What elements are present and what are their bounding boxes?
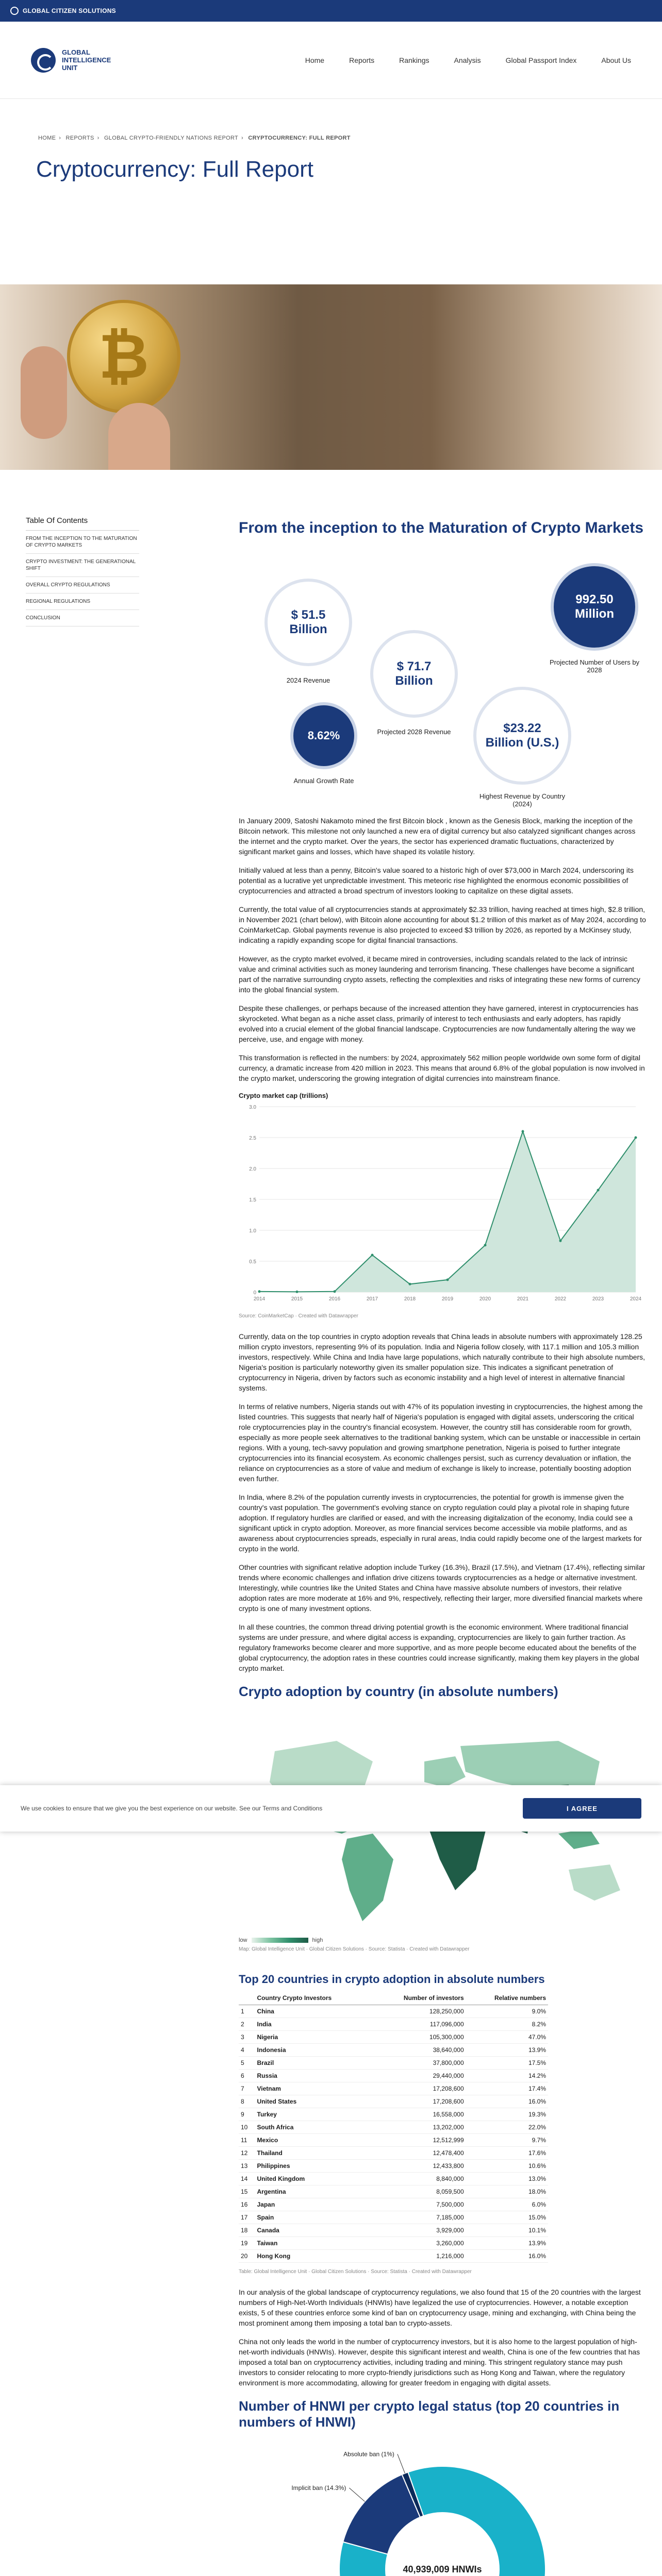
relative-cell: 17.6% [466,2147,548,2160]
country-cell: Canada [255,2224,371,2237]
y-tick-label: 3.0 [249,1105,256,1110]
paragraph: Other countries with significant relative adoption include Turkey (16.3%), Brazil (17.5%), and Vietnam (17.4%), reflecting similar trends where economic challenges and inflation drive citizens towards cryptocurrencies as a hedge or alternative investment. Interestingly, while countries like the United States and China have massive absolute numbers of investors, their relative adoption rates are more moderate at 16% and 9%, respectively, reflecting their larger, more diversified financial markets where crypto is one of many investment options. [239,1563,645,1613]
top-bar-brand[interactable]: GLOBAL CITIZEN SOLUTIONS [23,7,116,14]
data-point [334,1290,336,1293]
investors-cell: 17,208,600 [371,2082,466,2095]
area-series [259,1131,636,1292]
data-point [371,1254,374,1257]
rank-cell: 14 [239,2173,255,2185]
rank-cell: 5 [239,2057,255,2070]
relative-cell: 15.0% [466,2211,548,2224]
donut-title: Number of HNWI per crypto legal status (top 20 countries in numbers of HNWI) [239,2398,620,2430]
cookie-text: We use cookies to ensure that we give you the best experience on our website. See our Terms and Conditions [21,1805,323,1812]
market-cap-chart [239,1092,651,1319]
x-tick-label: 2020 [479,1296,491,1302]
rank-cell: 10 [239,2121,255,2134]
investors-cell: 3,929,000 [371,2224,466,2237]
y-tick-label: 2.0 [249,1166,256,1172]
y-tick-label: 0 [253,1290,256,1296]
investors-cell: 117,096,000 [371,2018,466,2031]
rank-cell: 4 [239,2044,255,2057]
stat-bubble [551,563,638,651]
rank-cell: 19 [239,2237,255,2250]
country-cell: Philippines [255,2160,371,2173]
country-cell: India [255,2018,371,2031]
site-header [0,22,662,99]
table-row [239,2147,548,2160]
nav-about-us[interactable]: About Us [601,56,631,64]
data-point [296,1291,299,1293]
country-cell: Thailand [255,2147,371,2160]
investors-cell: 38,640,000 [371,2044,466,2057]
relative-cell: 8.2% [466,2018,548,2031]
data-point [446,1279,449,1281]
main-nav [305,56,631,64]
investors-cell: 8,059,500 [371,2185,466,2198]
country-cell: Indonesia [255,2044,371,2057]
breadcrumb-reports[interactable]: REPORTS [65,135,94,141]
cookie-agree-button[interactable]: I AGREE [523,1798,641,1819]
paragraph: Despite these challenges, or perhaps because of the increased attention they have garnered, interest in cryptocurrencies has skyrocketed. What began as a niche asset class, primarily of interest to tech enthusiasts and early adopters, has rapidly evolved into a crucial element of the global financial landscape. Cryptocurrencies are now fundamentally altering the way we perceive, use, and engage with money. [239,1004,639,1043]
breadcrumb-current: CRYPTOCURRENCY: FULL REPORT [248,135,351,141]
data-point [522,1130,524,1133]
paragraph: In terms of relative numbers, Nigeria stands out with 47% of its population investing in cryptocurrencies, the highest among the listed countries. This suggests that nearly half of Nigeria's population is engaged with digital assets, underscoring the critical role cryptocurrencies play in the country's financial ecosystem. However, the country still has considerable room for growth, especially as more people seek alternatives to the traditional banking system, which can be unstable or inaccessible in certain regions. With a young, tech-savvy population and growing smartphone penetration, Nigeria is poised to further integrate cryptocurrencies into its financial ecosystem. As economic challenges persist, such as currency devaluation or inflation, the reliance on cryptocurrencies as a store of value and medium of exchange is likely to increase, potentially boosting adoption even further. [239,1402,643,1483]
logo-text: GLOBAL INTELLIGENCE UNIT [62,48,111,72]
paragraph: In India, where 8.2% of the population currently invests in cryptocurrencies, the potential for growth is immense given the country's vast population. The government's evolving stance on crypto regulation could play a pivotal role in shaping future adoption. If regulatory hurdles are clarified or eased, and with the increasing digitalization of the economy, India could see a significant uptick in crypto adoption. Moreover, as more financial services become accessible via mobile platforms, and as awareness about cryptocurrencies spreads, especially in rural areas, India could rapidly become one of the largest markets for crypto in the world. [239,1493,642,1553]
legend-high: high [312,1937,323,1943]
table-header-row [239,1991,548,2005]
country-cell: Turkey [255,2108,371,2121]
finger-image [108,403,170,470]
table-header: Relative numbers [466,1991,548,2005]
relative-cell: 16.0% [466,2095,548,2108]
data-point [597,1189,600,1192]
country-cell: China [255,2005,371,2018]
table-row [239,2224,548,2237]
data-point [409,1283,411,1285]
country-cell: Hong Kong [255,2250,371,2263]
investors-cell: 7,185,000 [371,2211,466,2224]
country-cell: United Kingdom [255,2173,371,2185]
country-cell: Argentina [255,2185,371,2198]
chart-title: Crypto market cap (trillions) [239,1092,328,1099]
hero-section [0,99,662,470]
investors-cell: 128,250,000 [371,2005,466,2018]
adoption-table [239,1991,548,2263]
paragraph: However, as the crypto market evolved, it became mired in controversies, including scandals related to the lack of intrinsic value and criminal activities such as money laundering and terrorism financing. These challenges have become a significant part of the narrative surrounding crypto assets, reflecting the complexities and risks of integrating these new forms of currency into the global financial system. [239,955,640,994]
y-tick-label: 2.5 [249,1136,256,1141]
breadcrumb-report[interactable]: GLOBAL CRYPTO-FRIENDLY NATIONS REPORT [104,135,239,141]
map-legend [239,1937,646,1943]
x-tick-label: 2016 [328,1296,341,1302]
legend-low: low [239,1937,247,1943]
relative-cell: 17.4% [466,2082,548,2095]
rank-cell: 9 [239,2108,255,2121]
stat-value: 992.50 Million [575,592,614,621]
table-row [239,2185,548,2198]
paragraph: In January 2009, Satoshi Nakamoto mined the first Bitcoin block , known as the Genesis Block, marking the inception of the Bitcoin network. This milestone not only launched a new era of digital currency but also catalyzed significant changes across the internet and the crypto market. Over the years, the sector has experienced dramatic fluctuations, characterized by significant market gains and losses, which have shaped its volatile history. [239,817,636,856]
rank-cell: 15 [239,2185,255,2198]
hand-image [21,346,67,439]
paragraph: Currently, data on the top countries in crypto adoption reveals that China leads in absolute numbers with approximately 128.25 million crypto investors, representing 9% of its population. India and Nigeria follow closely, with 117.1 million and 105.3 million investors, respectively. While China and India have large populations, which naturally contribute to their high absolute numbers, Nigeria's position is particularly noteworthy given its smaller population size. This indicates a significant penetration of cryptocurrency in Nigeria, driven by factors such as economic instability and a high level of interest in alternative financial systems. [239,1332,646,1392]
paragraph: Currently, the total value of all cryptocurrencies stands at approximately $2.33 trillion, having reached at times high, $2.8 trillion, in November 2021 (chart below), with Bitcoin alone accounting for about $1.2 trillion of this market as of May 2024, according to CoinMarketCap. Global payments revenue is also projected to exceed $3 trillion by 2026, as reported by a McKinsey study, indicating a rapidly expanding scope for digital financial transactions. [239,905,646,944]
paragraph: In our analysis of the global landscape of cryptocurrency regulations, we also found that 15 of the 20 countries with the largest numbers of High-Net-Worth Individuals (HNWIs) have legalized the use of cryptocurrencies. However, a notable exception exists, 5 of these countries enforce some kind of ban on cryptocurrency usage, mining and exchanging, with China being the most prominent among them imposing a total ban to crypto-assets. [239,2288,641,2327]
y-tick-label: 1.0 [249,1228,256,1234]
hero-image [0,284,662,470]
data-point [559,1240,562,1242]
table-row [239,2237,548,2250]
investors-cell: 1,216,000 [371,2250,466,2263]
nav-rankings[interactable]: Rankings [399,56,429,64]
stat-label: Highest Revenue by Country (2024) [479,792,566,808]
slice-label: Absolute ban (1%) [343,2450,394,2458]
rank-cell: 6 [239,2070,255,2082]
table-row [239,2250,548,2263]
table-row [239,2018,548,2031]
relative-cell: 13.9% [466,2044,548,2057]
country-cell: Spain [255,2211,371,2224]
table-row [239,2070,548,2082]
relative-cell: 47.0% [466,2031,548,2044]
relative-cell: 13.0% [466,2173,548,2185]
rank-cell: 16 [239,2198,255,2211]
stat-label: Annual Growth Rate [293,777,354,785]
investors-cell: 17,208,600 [371,2095,466,2108]
x-tick-label: 2024 [630,1296,642,1302]
stat-value: $23.22 Billion (U.S.) [485,721,559,750]
chart-caption: Source: CoinMarketCap · Created with Datawrapper [239,1313,358,1319]
country-cell: Japan [255,2198,371,2211]
report-body [0,470,662,2576]
toc-item[interactable]: OVERALL CRYPTO REGULATIONS [26,577,139,594]
country-cell: Nigeria [255,2031,371,2044]
stat-value: 8.62% [307,729,340,742]
data-point [258,1290,261,1293]
toc-title: Table Of Contents [26,516,139,531]
bitcoin-icon: ₿ [98,322,149,391]
rank-cell: 18 [239,2224,255,2237]
adoption-map [239,1705,646,1962]
data-point [484,1244,487,1246]
x-tick-label: 2014 [253,1296,266,1302]
site-logo[interactable] [31,48,119,73]
table-row [239,2031,548,2044]
stat-bubble [473,687,571,785]
x-tick-label: 2019 [441,1296,454,1302]
y-tick-label: 0.5 [249,1259,256,1265]
table-of-contents [26,516,139,626]
country-cell: South Africa [255,2121,371,2134]
relative-cell: 19.3% [466,2108,548,2121]
section-title: From the inception to the Maturation of Crypto Markets [239,519,644,536]
relative-cell: 13.9% [466,2237,548,2250]
table-row [239,2198,548,2211]
map-title: Crypto adoption by country (in absolute numbers) [239,1684,558,1699]
stat-bubble [290,702,357,769]
investors-cell: 7,500,000 [371,2198,466,2211]
adoption-text [239,1331,661,1673]
relative-cell: 6.0% [466,2198,548,2211]
relative-cell: 10.6% [466,2160,548,2173]
country-cell: Taiwan [255,2237,371,2250]
table-caption: Table: Global Intelligence Unit · Global Citizen Solutions · Source: Statista · Created with Datawrapper [239,2269,472,2275]
stat-value: $ 51.5 Billion [289,608,327,636]
rank-cell: 11 [239,2134,255,2147]
cookie-banner [0,1785,662,1832]
bitcoin-coin-image [67,300,180,413]
investors-cell: 29,440,000 [371,2070,466,2082]
slice-leader [398,2454,405,2473]
paragraph: In all these countries, the common thread driving potential growth is the economic environment. Where traditional financial systems are under pressure, and where digital access is expanding, cryptocurrencies are likely to gain further traction. As regulatory frameworks become clearer and more supportive, and as more people become educated about the benefits of the global cryptocurrency, the adoption rates in these countries could increase significantly, making them key players in the global crypto market. [239,1623,639,1672]
investors-cell: 12,512,999 [371,2134,466,2147]
rank-cell: 12 [239,2147,255,2160]
logo-mark-icon [31,48,56,73]
table-row [239,2160,548,2173]
investors-cell: 37,800,000 [371,2057,466,2070]
table-row [239,2095,548,2108]
stat-label: Projected Number of Users by 2028 [549,658,640,674]
table-row [239,2108,548,2121]
relative-cell: 17.5% [466,2057,548,2070]
table-title: Top 20 countries in crypto adoption in absolute numbers [239,1973,545,1986]
toc-item[interactable]: FROM THE INCEPTION TO THE MATURATION OF CRYPTO MARKETS [26,531,139,554]
investors-cell: 105,300,000 [371,2031,466,2044]
investors-cell: 12,478,400 [371,2147,466,2160]
rank-cell: 13 [239,2160,255,2173]
relative-cell: 22.0% [466,2121,548,2134]
relative-cell: 9.0% [466,2005,548,2018]
paragraph: This transformation is reflected in the numbers: by 2024, approximately 562 million people worldwide own some form of digital currency, a dramatic increase from 420 million in 2023. This means that around 6.8% of the global population is now involved in the crypto market, underscoring the growing integration of digital currencies into mainstream finance. [239,1054,645,1082]
data-point [635,1137,637,1139]
nav-home[interactable]: Home [305,56,325,64]
relative-cell: 16.0% [466,2250,548,2263]
rank-cell: 20 [239,2250,255,2263]
x-tick-label: 2015 [291,1296,303,1302]
market-cap-svg [239,1101,646,1308]
stat-bubble [370,630,458,718]
rank-cell: 8 [239,2095,255,2108]
rank-cell: 1 [239,2005,255,2018]
table-row [239,2005,548,2018]
relative-cell: 18.0% [466,2185,548,2198]
table-row [239,2057,548,2070]
rank-cell: 2 [239,2018,255,2031]
country-cell: Vietnam [255,2082,371,2095]
stat-label: Projected 2028 Revenue [377,728,451,736]
relative-cell: 14.2% [466,2070,548,2082]
table-row [239,2082,548,2095]
table-row [239,2211,548,2224]
stat-bubble [264,579,352,666]
x-tick-label: 2023 [592,1296,604,1302]
toc-item[interactable]: CONCLUSION [26,610,139,626]
rank-cell: 7 [239,2082,255,2095]
investors-cell: 13,202,000 [371,2121,466,2134]
country-cell: United States [255,2095,371,2108]
slice-leader [349,2488,365,2501]
table-row [239,2121,548,2134]
rank-cell: 3 [239,2031,255,2044]
hnwi-text [239,2287,661,2388]
table-row [239,2173,548,2185]
x-tick-label: 2017 [366,1296,378,1302]
map-caption: Map: Global Intelligence Unit · Global Citizen Solutions · Source: Statista · Created with Datawrapper [239,1946,470,1952]
x-tick-label: 2018 [404,1296,416,1302]
country-cell: Mexico [255,2134,371,2147]
hnwi-donut-chart [239,2435,646,2576]
toc-item[interactable]: CRYPTO INVESTMENT: THE GENERATIONAL SHIFT [26,554,139,577]
main-content [239,519,661,2576]
rank-cell: 17 [239,2211,255,2224]
breadcrumb-home[interactable]: HOME [38,135,56,141]
table-body [239,2005,548,2263]
table-header: Number of investors [371,1991,466,2005]
intro-text [239,816,661,1083]
table-header [239,1991,255,2005]
slice-label: Implicit ban (14.3%) [291,2484,346,2492]
globe-icon [10,7,19,15]
nav-analysis[interactable]: Analysis [454,56,481,64]
table-row [239,2134,548,2147]
x-tick-label: 2021 [517,1296,529,1302]
investors-cell: 8,840,000 [371,2173,466,2185]
table-header: Country Crypto Investors [255,1991,371,2005]
investors-cell: 3,260,000 [371,2237,466,2250]
y-tick-label: 1.5 [249,1197,256,1203]
donut-center-label: 40,939,009 HNWIs [403,2564,482,2574]
stat-label: 2024 Revenue [286,676,330,684]
toc-item[interactable]: REGIONAL REGULATIONS [26,594,139,610]
nav-global-passport-index[interactable]: Global Passport Index [505,56,577,64]
x-tick-label: 2022 [554,1296,567,1302]
relative-cell: 10.1% [466,2224,548,2237]
table-row [239,2044,548,2057]
breadcrumb: HOME › REPORTS › GLOBAL CRYPTO-FRIENDLY NATIONS REPORT › CRYPTOCURRENCY: FULL REPORT [38,135,351,141]
relative-cell: 9.7% [466,2134,548,2147]
nav-reports[interactable]: Reports [349,56,375,64]
country-cell: Brazil [255,2057,371,2070]
stat-value: $ 71.7 Billion [395,659,433,688]
top-bar [0,0,662,22]
paragraph: Initially valued at less than a penny, Bitcoin's value soared to a historic high of over $73,000 in March 2024, underscoring its potential as a lucrative yet unpredictable investment. This meteoric rise highlighted the enormous economic possibilities of cryptocurrencies and attracted a broad spectrum of investors looking to capitalize on these digital assets. [239,866,634,895]
stats-infographic [239,543,661,816]
country-cell: Russia [255,2070,371,2082]
investors-cell: 16,558,000 [371,2108,466,2121]
paragraph: China not only leads the world in the number of cryptocurrency investors, but it is also home to the largest population of high-net-worth individuals (HNWIs). However, despite this significant interest and wealth, China is one of the few countries that has imposed a total ban on cryptocurrency activities, including trading and mining. This stringent regulatory stance may push investors to consider relocating to more crypto-friendly jurisdictions such as Hong Kong and Taiwan, where the regulatory environment is more accommodating, allowing for greater freedom in engaging with digital assets. [239,2337,640,2387]
donut-svg [239,2435,646,2576]
legend-gradient [252,1938,308,1943]
page-title: Cryptocurrency: Full Report [36,157,313,182]
investors-cell: 12,433,800 [371,2160,466,2173]
